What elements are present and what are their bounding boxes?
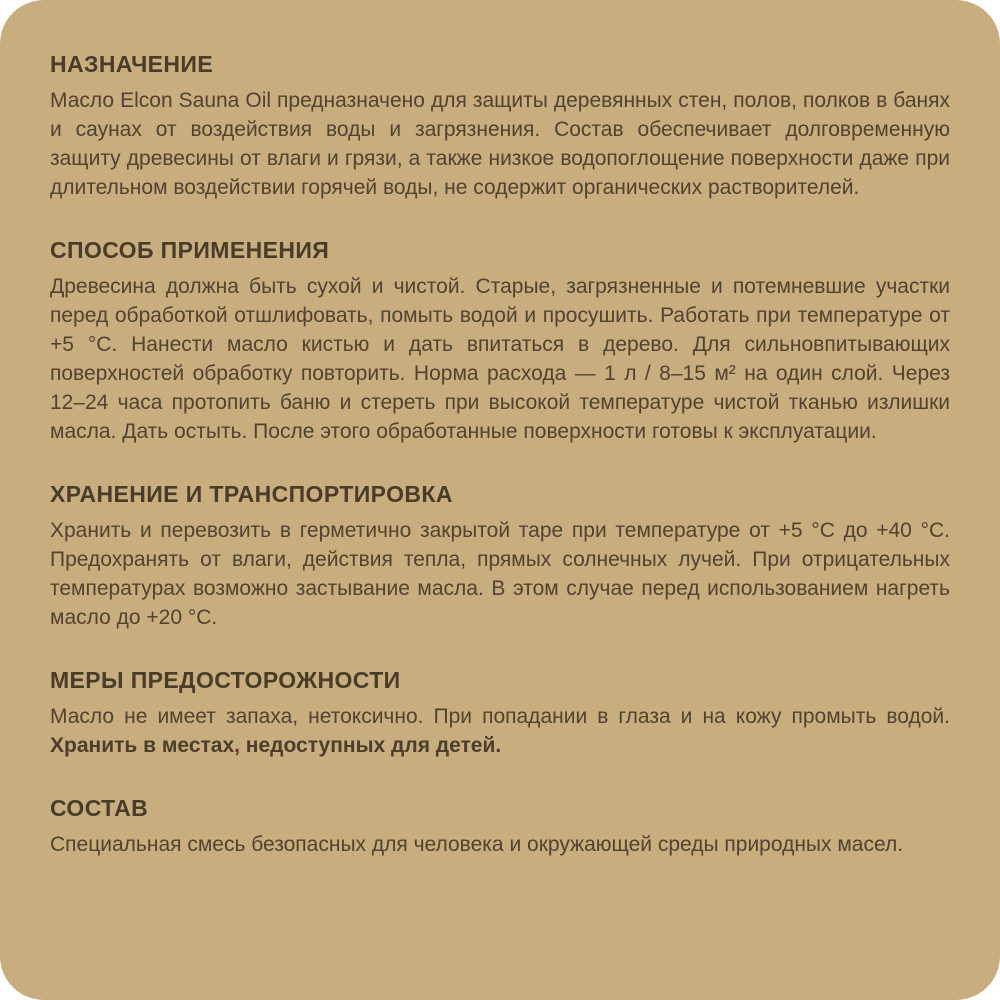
section-storage — [50, 480, 950, 632]
section-composition — [50, 794, 950, 859]
section-body-precautions — [50, 702, 950, 760]
precautions-text: Масло не имеет запаха, нетоксично. При попадании в глаза и на кожу промыть водой. — [50, 705, 950, 728]
section-heading-purpose: НАЗНАЧЕНИЕ — [50, 51, 214, 77]
section-heading-storage: ХРАНЕНИЕ И ТРАНСПОРТИРОВКА — [50, 481, 453, 507]
section-heading-composition: СОСТАВ — [50, 795, 149, 821]
section-heading-precautions: МЕРЫ ПРЕДОСТОРОЖНОСТИ — [50, 667, 401, 693]
section-application — [50, 236, 950, 446]
section-body-purpose: Масло Elcon Sauna Oil предназначено для защиты деревянных стен, полов, полков в банях и саунах от воздействия воды и загрязнения. Состав обеспечивает долговременную защиту древесины от влаги и грязи, а также низкое водопоглощение поверхности даже при длительном воздействии горячей воды, не содержит органических растворителей. — [50, 89, 950, 199]
section-body-composition: Специальная смесь безопасных для человека и окружающей среды природных масел. — [50, 833, 904, 856]
section-body-application: Древесина должна быть сухой и чистой. Старые, загрязненные и потемневшие участки перед обработкой отшлифовать, помыть водой и просушить. Работать при температуре от +5 °C. Нанести масло кистью и дать впитаться в дерево. Для сильновпитывающих поверхностей обработку повторить. Норма расхода — 1 л / 8–15 м² на один слой. Через 12–24 часа протопить баню и стереть при высокой температуре чистой тканью излишки масла. Дать остыть. После этого обработанные поверхности готовы к эксплуатации. — [50, 275, 950, 443]
precautions-bold-warning: Хранить в местах, недоступных для детей. — [50, 734, 502, 757]
section-precautions — [50, 666, 950, 760]
section-purpose — [50, 50, 950, 202]
section-body-storage: Хранить и перевозить в герметично закрытой таре при температуре от +5 °C до +40 °C. Предохранять от влаги, действия тепла, прямых солнечных лучей. При отрицательных температурах возможно застывание масла. В этом случае перед использованием нагреть масло до +20 °C. — [50, 519, 950, 629]
section-heading-application: СПОСОБ ПРИМЕНЕНИЯ — [50, 237, 330, 263]
